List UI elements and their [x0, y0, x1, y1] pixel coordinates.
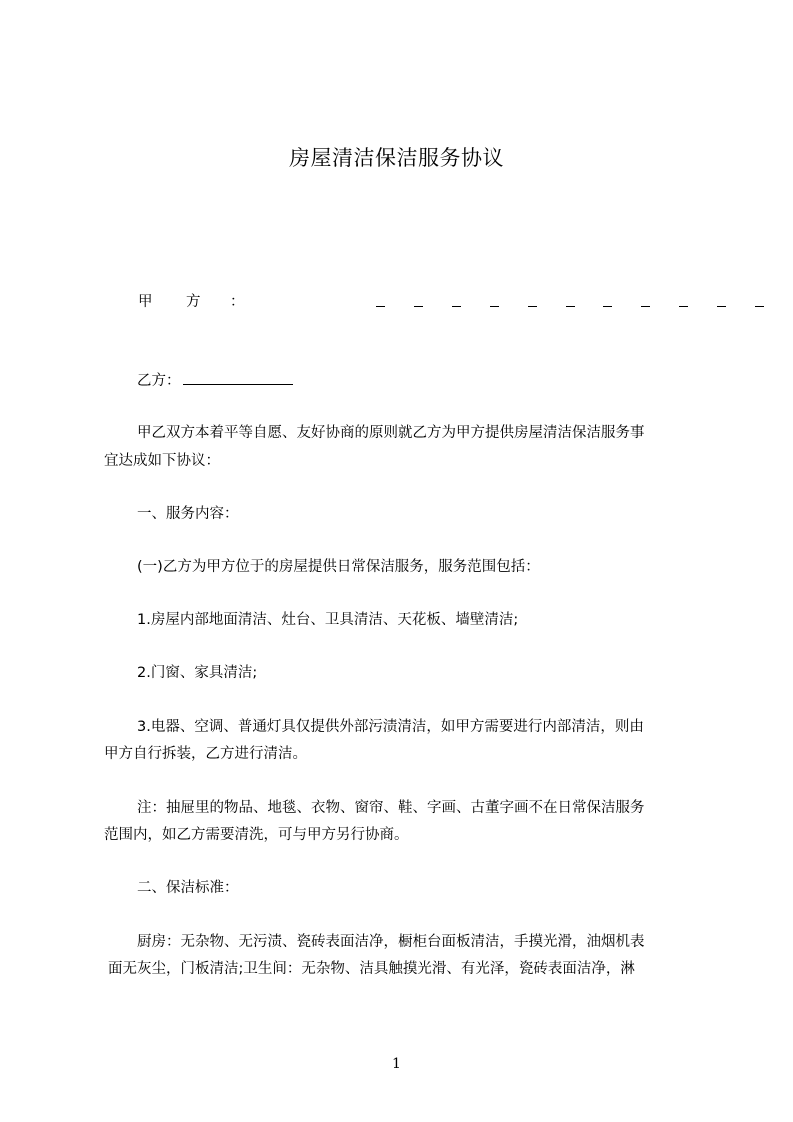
party-a-colon: ：: [230, 294, 245, 310]
blank-segment: [452, 292, 461, 307]
blank-segment: [490, 292, 499, 307]
standard-line-1: 厨房：无杂物、无污渍、瓷砖表面洁净，橱柜台面板清洁，手摸光滑，油烟机表: [137, 934, 645, 950]
section1-heading: 一、服务内容：: [137, 506, 239, 522]
party-b-blank-field: [183, 368, 293, 385]
document-title: 房屋清洁保洁服务协议: [289, 146, 504, 170]
service-item-1: 1.房屋内部地面清洁、灶台、卫具清洁、天花板、墙壁清洁;: [137, 612, 519, 628]
party-a-line: [104, 290, 704, 318]
intro-line-1: 甲乙双方本着平等自愿、友好协商的原则就乙方为甲方提供房屋清洁保洁服务事: [137, 425, 645, 441]
service-item-3-line-1: 3.电器、空调、普通灯具仅提供外部污渍清洁，如甲方需要进行内部清洁，则由: [137, 719, 644, 735]
blank-segment: [679, 292, 688, 307]
intro-line-2: 宜达成如下协议：: [104, 453, 220, 469]
blank-segment: [414, 292, 423, 307]
page-number: 1: [392, 1056, 401, 1072]
standard-line-2: 面无灰尘，门板清洁;卫生间：无杂物、洁具触摸光滑、有光泽，瓷砖表面洁净，淋: [108, 961, 635, 977]
service-item-3-line-2: 甲方自行拆装，乙方进行清洁。: [104, 746, 307, 762]
section1-sub1: (一)乙方为甲方位于的房屋提供日常保洁服务，服务范围包括：: [137, 559, 540, 575]
blank-segment: [566, 292, 575, 307]
party-a-label-char1: 甲: [138, 294, 153, 310]
blank-segment: [528, 292, 537, 307]
party-b-line: [137, 368, 737, 395]
blank-segment: [641, 292, 650, 307]
blank-segment: [717, 292, 726, 307]
party-a-blank-field: [376, 292, 793, 307]
note-line-1: 注：抽屉里的物品、地毯、衣物、窗帘、鞋、字画、古董字画不在日常保洁服务: [137, 800, 645, 816]
blank-segment: [755, 292, 764, 307]
service-item-2: 2.门窗、家具清洁;: [137, 665, 258, 681]
blank-segment: [376, 292, 385, 307]
party-b-label: 乙方：: [137, 373, 181, 389]
section2-heading: 二、保洁标准：: [137, 880, 239, 896]
party-a-label-char2: 方: [186, 294, 201, 310]
blank-segment: [603, 292, 612, 307]
note-line-2: 范围内，如乙方需要清洗，可与甲方另行协商。: [104, 827, 409, 843]
